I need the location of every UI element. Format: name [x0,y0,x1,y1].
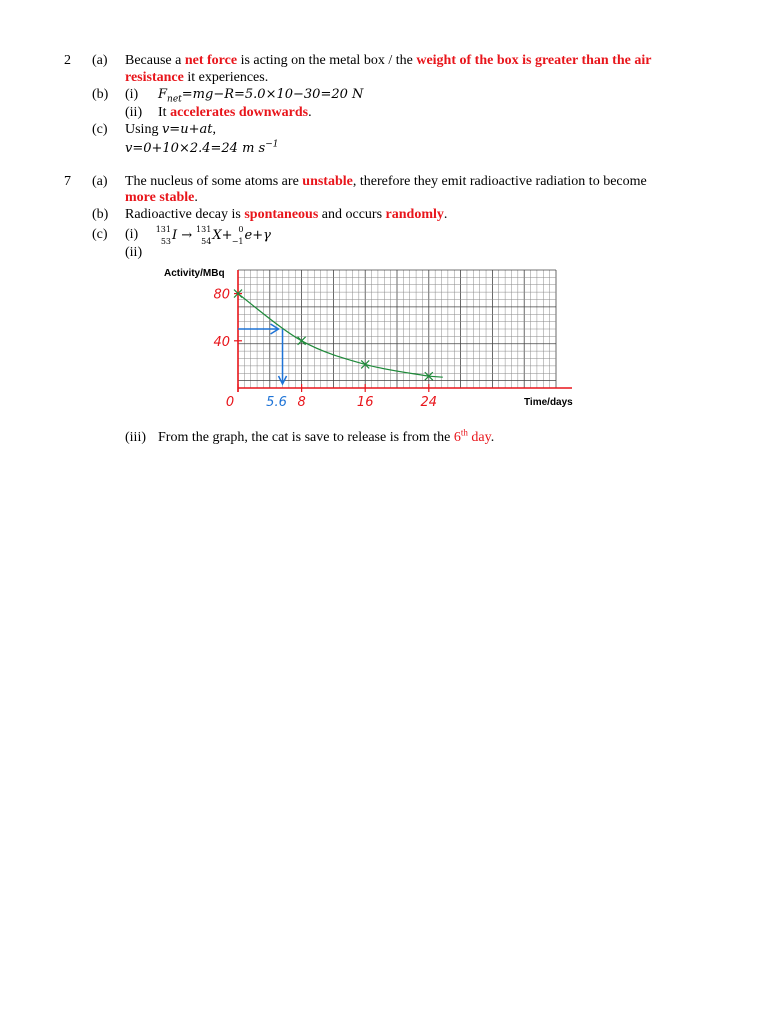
y-tick-label: 40 [213,334,230,350]
q2b-i-equation: $F_{net}=mg-R=5.0\times 10-30=20$ N [158,87,364,105]
half-life-construction-lines [238,324,287,384]
q2c-line1: Using v=u+at, [125,122,216,137]
q7b-label: (b) [92,207,109,222]
q7b-text: Radioactive decay is spontaneous and occurs randomly. [125,207,448,222]
y-axis-label: Activity/MBq [164,268,225,279]
q7c-iii-label: (iii) [125,430,146,445]
q7c-iii-text: From the graph, the cat is save to release is from the 6th day. [158,427,495,445]
q7c-ii-label: (ii) [125,245,143,260]
x-tick-label: 16 [356,395,374,410]
q7a-text-line1: The nucleus of some atoms are unstable, therefore they emit radioactive radiation to become [125,174,647,189]
q7c-i-label: (i) [125,227,139,242]
q2a-text-line2: resistance it experiences. [125,70,269,85]
graph-axes [234,270,572,392]
q2c-label: (c) [92,122,108,137]
x-axis-label: Time/days [524,397,573,408]
q2b-ii-text: It accelerates downwards. [158,105,312,120]
x-tick-label: 0 [225,395,235,410]
q2b-ii-label: (ii) [125,105,143,120]
q2a-label: (a) [92,53,108,68]
horizontal-guide-arrow [238,324,279,334]
question-2-number: 2 [64,53,71,68]
decay-graph [160,262,590,412]
q2b-i-label: (i) [125,87,139,102]
vertical-guide-arrow [279,329,287,384]
question-7-number: 7 [64,174,71,189]
x-tick-label: 8 [297,395,306,410]
grid-lines [238,270,556,388]
q2b-label: (b) [92,87,109,102]
y-tick-label: 80 [213,287,230,303]
x-tick-label: 24 [420,395,438,410]
q7a-label: (a) [92,174,108,189]
q2a-text-line1: Because a net force is acting on the metal box / the weight of the box is greater than the air [125,53,652,68]
q7c-label: (c) [92,227,108,242]
q7a-text-line2: more stable. [125,190,198,205]
q7c-i-decay-equation: 131 53 I → 131 54 X+ 0 −1 e+γ [155,225,271,246]
decay-curve [238,294,443,378]
x-tick-label: 5.6 [266,395,287,410]
q2c-equation: v=0+10×2.4=24 m $s^{-1}$ [125,139,279,156]
